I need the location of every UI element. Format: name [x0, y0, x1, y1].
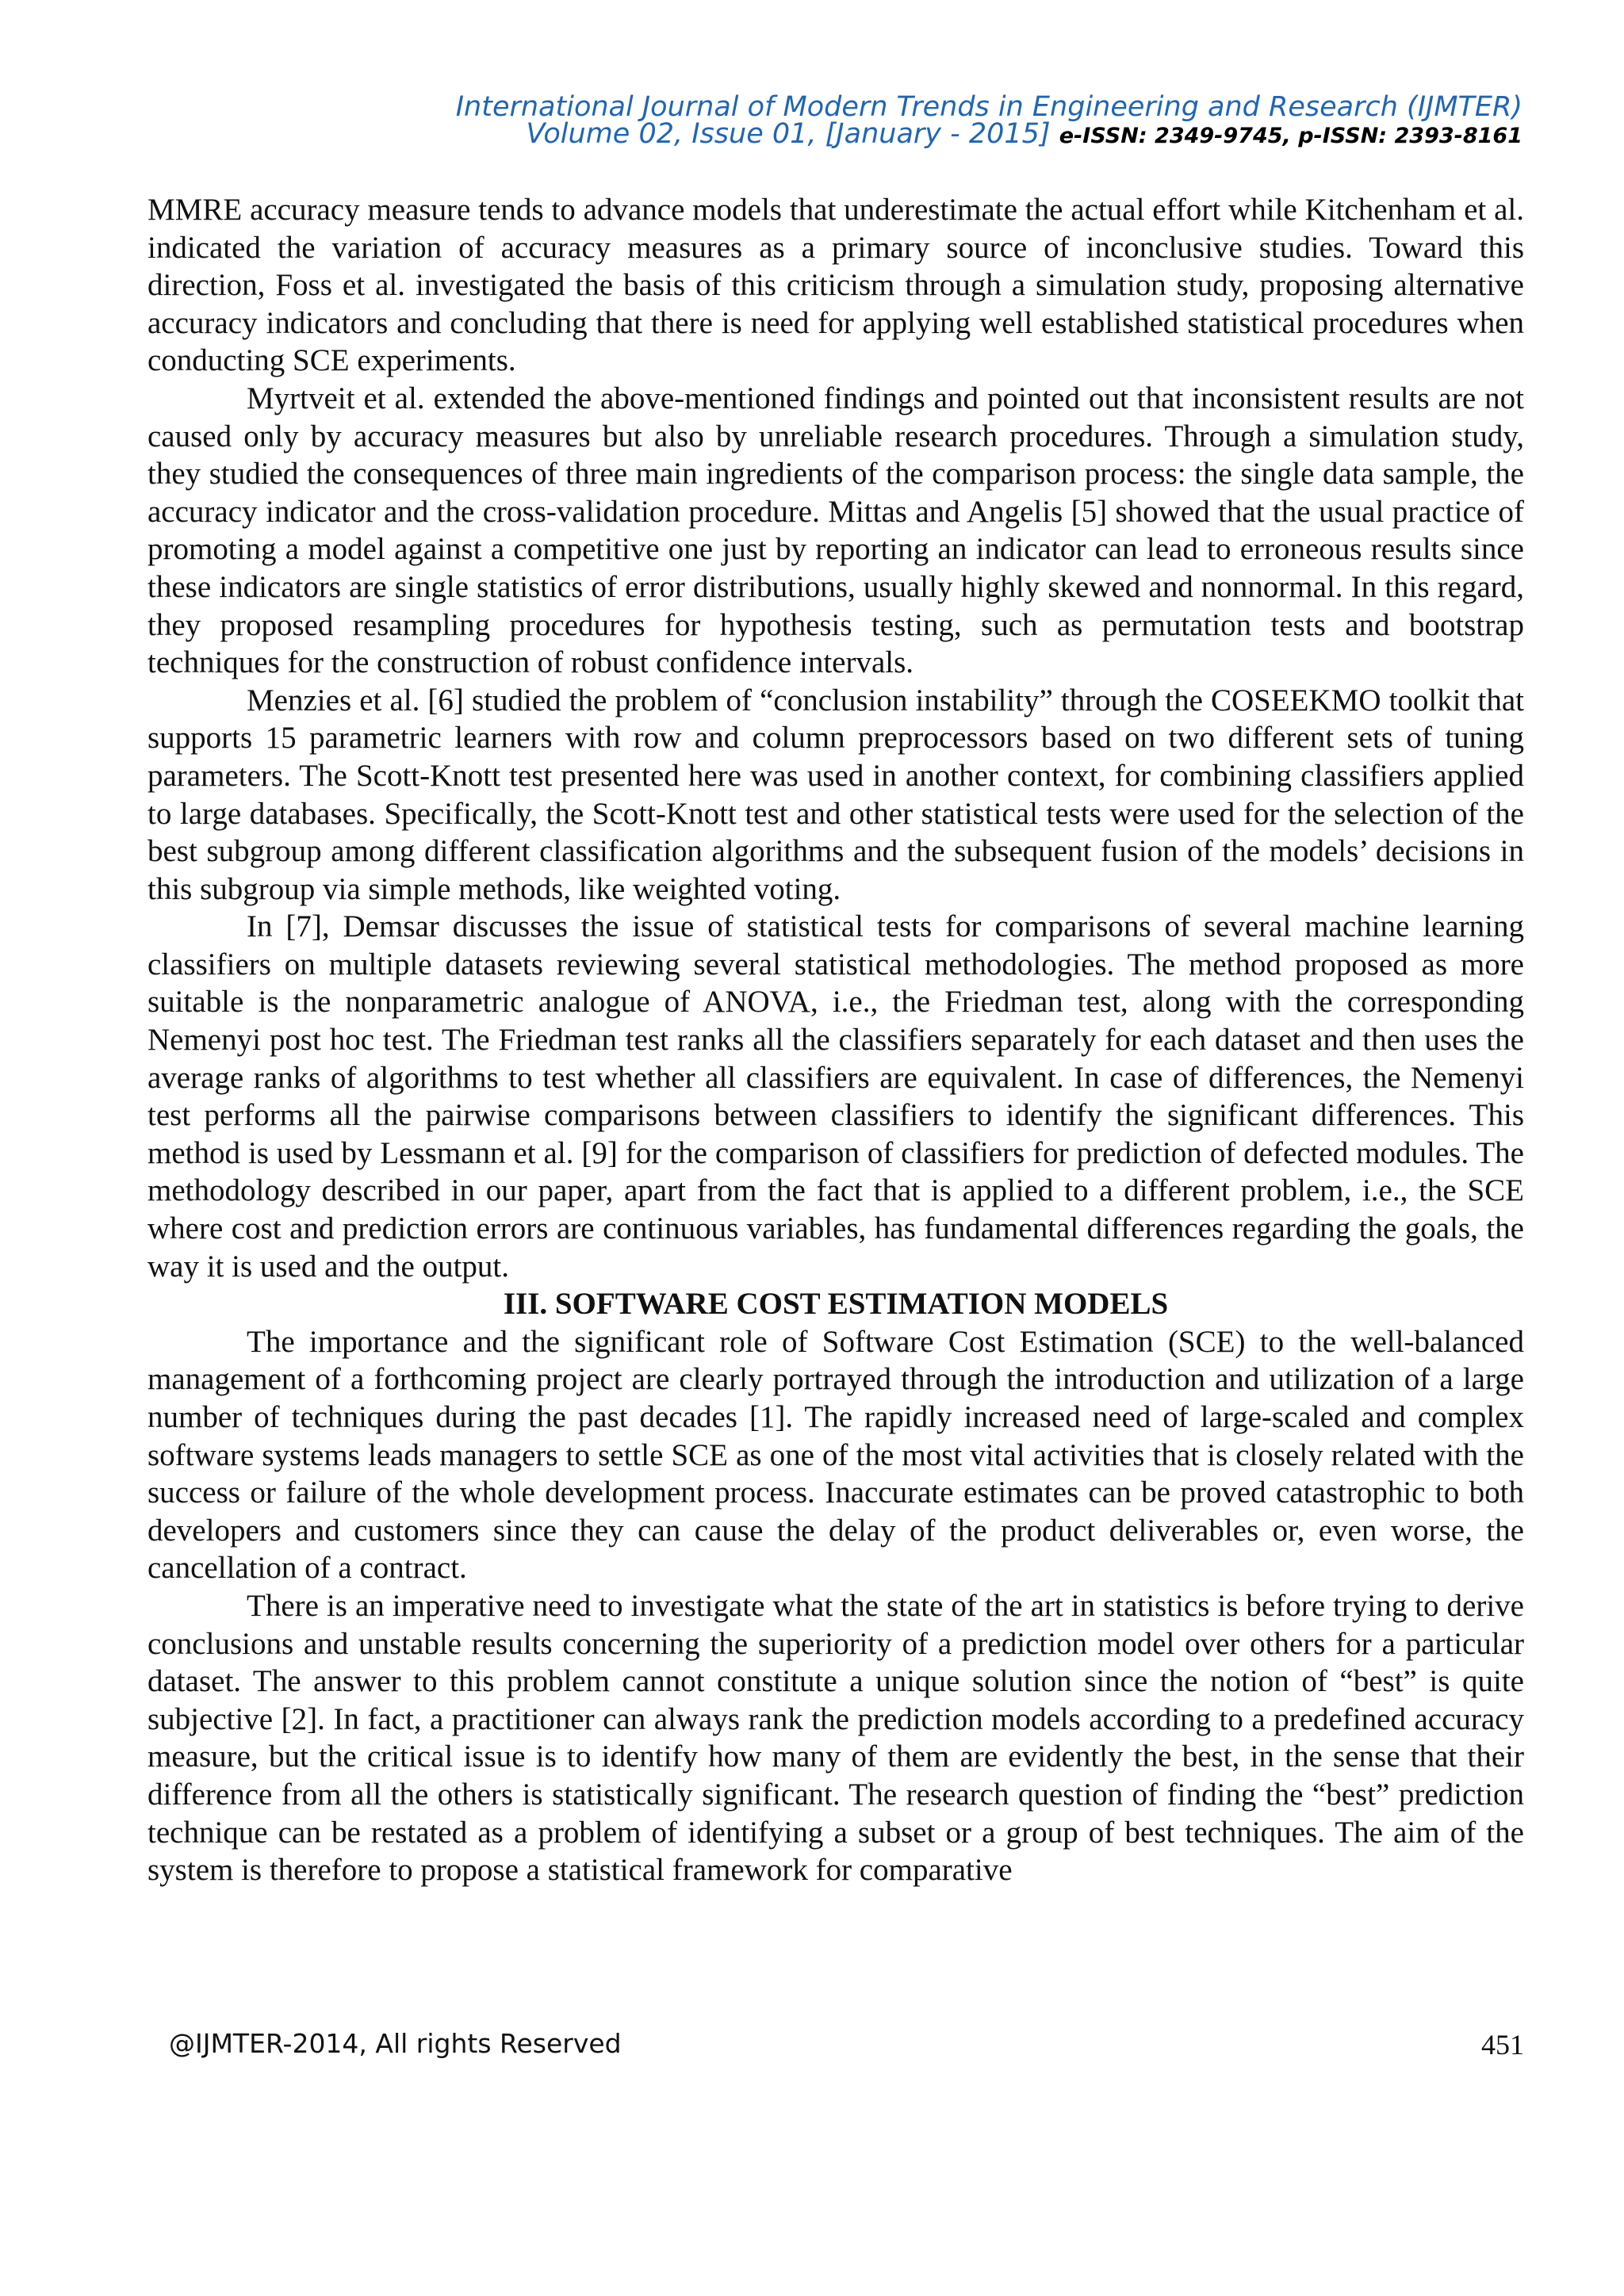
body-paragraph-3: Menzies et al. [6] studied the problem of “conclusion instability” through the COSEEKMO toolkit that supports 15 parametric learners with row and column preprocessors based on two different sets of tuning parameters. The Scott-Knott test presented here was used in another context, for combining classifiers applied to large databases. Specifically, the Scott-Knott test and other statistical tests were used for the selection of the best subgroup among different classification algorithms and the subsequent fusion of the models’ decisions in this subgroup via simple methods, like weighted voting.	[147, 683, 1524, 906]
journal-volume-line	[456, 118, 1522, 150]
section-heading: III. SOFTWARE COST ESTIMATION MODELS	[503, 1287, 1169, 1322]
article-body	[147, 191, 1524, 1889]
body-paragraph-6: There is an imperative need to investigate what the state of the art in statistics is before trying to derive conclusions and unstable results concerning the superiority of a prediction model over others for a particular dataset. The answer to this problem cannot constitute a unique solution since the notion of “best” is quite subjective [2]. In fact, a practitioner can always rank the prediction models according to a predefined accuracy measure, but the critical issue is to identify how many of them are evidently the best, in the sense that their difference from all the others is statistically significant. The research question of finding the “best” prediction technique can be restated as a problem of identifying a subset or a group of best techniques. The aim of the system is therefore to propose a statistical framework for comparative	[147, 1588, 1524, 1888]
page-number: 451	[1481, 2029, 1524, 2061]
body-paragraph-5: The importance and the significant role of Software Cost Estimation (SCE) to the well-balanced management of a forthcoming project are clearly portrayed through the introduction and utilization of a large number of techniques during the past decades [1]. The rapidly increased need of large-scaled and complex software systems leads managers to settle SCE as one of the most vital activities that is closely related with the success or failure of the whole development process. Inaccurate estimates can be proved catastrophic to both developers and customers since they can cause the delay of the product deliverables or, even worse, the cancellation of a contract.	[147, 1324, 1524, 1586]
copyright-notice: @IJMTER-2014, All rights Reserved	[169, 2028, 622, 2059]
page-footer	[169, 2028, 1524, 2059]
journal-title: International Journal of Modern Trends in Engineering and Research (IJMTER)	[455, 91, 1522, 123]
journal-volume: Volume 02, Issue 01, [January - 2015]	[526, 118, 1051, 150]
body-paragraph-1: MMRE accuracy measure tends to advance models that underestimate the actual effort while Kitchenham et al. indicated the variation of accuracy measures as a primary source of inconclusive studies. Toward this direction, Foss et al. investigated the basis of this criticism through a simulation study, proposing alternative accuracy indicators and concluding that there is need for applying well established statistical procedures when conducting SCE experiments.	[147, 193, 1524, 378]
journal-issn: e-ISSN: 2349-9745, p-ISSN: 2393-8161	[1059, 124, 1522, 148]
body-paragraph-2: Myrtveit et al. extended the above-mentioned findings and pointed out that inconsistent results are not caused only by accuracy measures but also by unreliable research procedures. Through a simulation study, they studied the consequences of three main ingredients of the comparison process: the single data sample, the accuracy indicator and the cross-validation procedure. Mittas and Angelis [5] showed that the usual practice of promoting a model against a competitive one just by reporting an indicator can lead to erroneous results since these indicators are single statistics of error distributions, usually highly skewed and nonnormal. In this regard, they proposed resampling procedures for hypothesis testing, such as permutation tests and bootstrap techniques for the construction of robust confidence intervals.	[147, 381, 1524, 680]
body-paragraph-4: In [7], Demsar discusses the issue of statistical tests for comparisons of several machine learning classifiers on multiple datasets reviewing several statistical methodologies. The method proposed as more suitable is the nonparametric analogue of ANOVA, i.e., the Friedman test, along with the corresponding Nemenyi post hoc test. The Friedman test ranks all the classifiers separately for each dataset and then uses the average ranks of algorithms to test whether all classifiers are equivalent. In case of differences, the Nemenyi test performs all the pairwise comparisons between classifiers to identify the significant differences. This method is used by Lessmann et al. [9] for the comparison of classifiers for prediction of defected modules. The methodology described in our paper, apart from the fact that is applied to a different problem, i.e., the SCE where cost and prediction errors are continuous variables, has fundamental differences regarding the goals, the way it is used and the output.	[147, 909, 1524, 1284]
journal-header	[455, 91, 1522, 150]
